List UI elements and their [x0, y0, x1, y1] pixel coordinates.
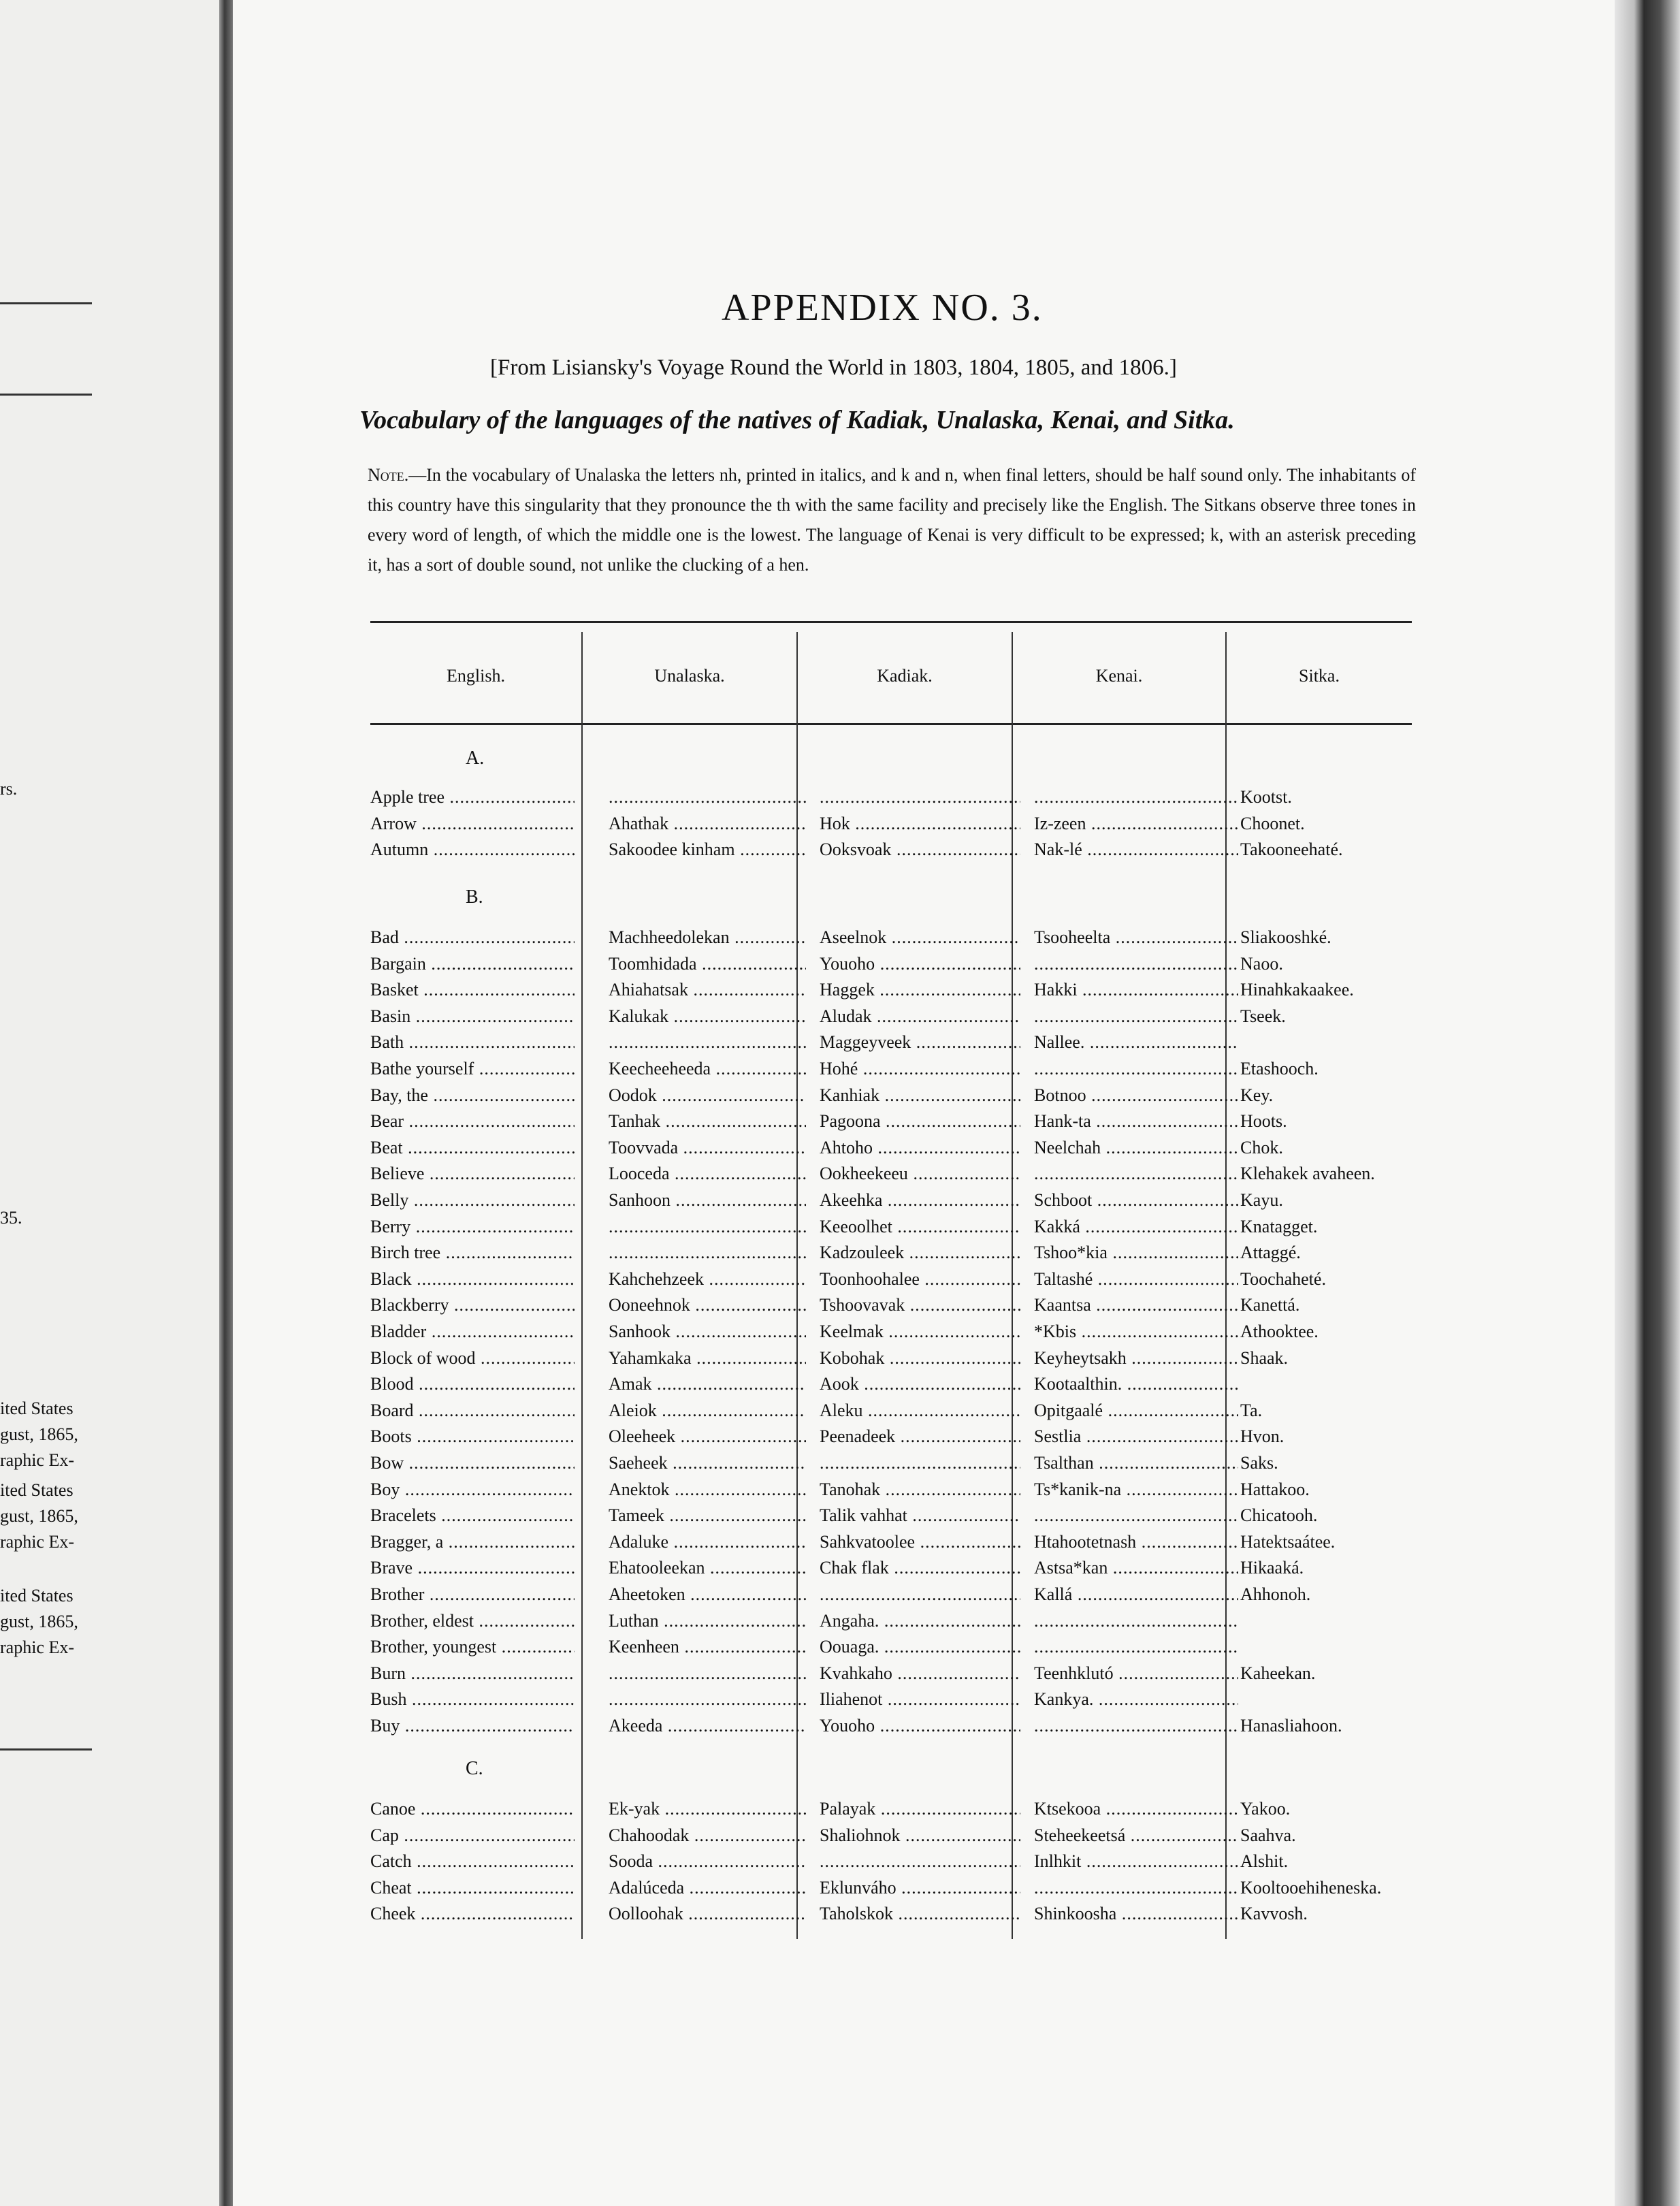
cell-kadiak: Hohé .....	[820, 1056, 1020, 1082]
cell-kenai: Inlhkit .....	[1034, 1849, 1238, 1874]
cell-english: Bad .....	[370, 925, 575, 950]
cell-unalaska: Aheetoken .....	[609, 1582, 806, 1608]
cell-english: Autumn .....	[370, 837, 575, 863]
cell-kadiak: Sahkvatoolee .....	[820, 1529, 1020, 1555]
cell-kenai: Nallee. .....	[1034, 1029, 1238, 1055]
note-paragraph	[368, 460, 1416, 580]
cell-unalaska: Tanhak .....	[609, 1108, 806, 1134]
note-lead: Note.	[368, 465, 409, 485]
cell-sitka: Athooktee.	[1240, 1322, 1319, 1341]
cell-english: Beat .....	[370, 1135, 575, 1161]
table-row	[370, 1108, 1412, 1134]
cell-sitka	[1240, 1608, 1424, 1634]
cell-unalaska: Oleeheek .....	[609, 1424, 806, 1450]
cell-english: Belly .....	[370, 1187, 575, 1213]
cell-kadiak: Eklunváho .....	[820, 1875, 1020, 1901]
cell-unalaska: Ahiahatsak .....	[609, 977, 806, 1003]
cell-kadiak: Keeoolhet .....	[820, 1214, 1020, 1240]
cell-english: Bragger, a .....	[370, 1529, 575, 1555]
cell-unalaska: Keenheen .....	[609, 1634, 806, 1660]
cell-unalaska: Kahchehzeek .....	[609, 1266, 806, 1292]
cell-sitka: Chicatooh.	[1240, 1505, 1318, 1525]
cell-kadiak: Iliahenot .....	[820, 1687, 1020, 1712]
cell-kenai	[1034, 1503, 1238, 1529]
cell-kenai: Htahootetnash .....	[1034, 1529, 1238, 1555]
table-row	[370, 1823, 1412, 1849]
cell-sitka: Hatektsaátee.	[1240, 1532, 1336, 1552]
cell-sitka: Kootst.	[1240, 787, 1292, 807]
cell-unalaska: Keecheeheeda .....	[609, 1056, 806, 1082]
cell-unalaska: Sanhook .....	[609, 1319, 806, 1345]
cell-sitka: Naoo.	[1240, 954, 1283, 974]
cell-kenai	[1034, 1713, 1238, 1739]
table-row	[370, 1608, 1412, 1634]
cell-kadiak: Angaha. .....	[820, 1608, 1020, 1634]
cell-kenai	[1034, 1608, 1238, 1634]
cell-sitka: Alshit.	[1240, 1851, 1289, 1871]
cell-kadiak: Kanhiak .....	[820, 1083, 1020, 1108]
cell-unalaska: Ahathak .....	[609, 811, 806, 837]
cell-kadiak: Aludak .....	[820, 1004, 1020, 1029]
cell-unalaska: Toomhidada .....	[609, 951, 806, 977]
cell-english: Block of wood .....	[370, 1345, 575, 1371]
cell-sitka: Key.	[1240, 1085, 1274, 1105]
cell-english: Cheat .....	[370, 1875, 575, 1901]
cell-kenai: Sestlia .....	[1034, 1424, 1238, 1450]
cell-sitka: Kayu.	[1240, 1190, 1283, 1210]
cell-kenai: Neelchah .....	[1034, 1135, 1238, 1161]
cell-sitka: Saks.	[1240, 1453, 1278, 1473]
cell-unalaska: Anektok .....	[609, 1477, 806, 1503]
left-page-fragment: ited States gust, 1865, raphic Ex-	[0, 1586, 78, 1657]
cell-sitka: Ahhonoh.	[1240, 1584, 1311, 1604]
cell-unalaska	[609, 1029, 806, 1055]
cell-english: Arrow .....	[370, 811, 575, 837]
table-row	[370, 1529, 1412, 1555]
cell-unalaska: Machheedolekan .....	[609, 925, 806, 950]
cell-kadiak: Ookheekeeu .....	[820, 1161, 1020, 1187]
cell-kenai: Ts*kanik-na .....	[1034, 1477, 1238, 1503]
cell-kenai: Nak-lé .....	[1034, 837, 1238, 863]
cell-sitka: Takooneehaté.	[1240, 840, 1343, 859]
cell-unalaska: Tameek .....	[609, 1503, 806, 1529]
cell-unalaska: Aleiok .....	[609, 1398, 806, 1424]
cell-unalaska: Oolloohak .....	[609, 1901, 806, 1927]
cell-kadiak: Haggek .....	[820, 977, 1020, 1003]
cell-english: Buy .....	[370, 1713, 575, 1739]
cell-unalaska: Luthan .....	[609, 1608, 806, 1634]
cell-kenai: Ktsekooa .....	[1034, 1796, 1238, 1822]
table-row	[370, 1555, 1412, 1581]
cell-sitka: Knatagget.	[1240, 1217, 1318, 1236]
cell-sitka: Yakoo.	[1240, 1799, 1291, 1819]
cell-english: Basin .....	[370, 1004, 575, 1029]
cell-kadiak: Kobohak .....	[820, 1345, 1020, 1371]
cell-english: Burn .....	[370, 1661, 575, 1687]
cell-unalaska: Sanhoon .....	[609, 1187, 806, 1213]
cell-kadiak: Akeehka .....	[820, 1187, 1020, 1213]
cell-sitka: Kooltooehiheneska.	[1240, 1878, 1382, 1898]
column-header-sitka: Sitka.	[1299, 666, 1340, 686]
cell-kadiak: Ahtoho .....	[820, 1135, 1020, 1161]
cell-kadiak: Keelmak .....	[820, 1319, 1020, 1345]
cell-sitka: Chok.	[1240, 1138, 1283, 1157]
cell-unalaska: Saeheek .....	[609, 1450, 806, 1476]
table-header-rule	[370, 723, 1412, 725]
cell-kadiak: Tanohak .....	[820, 1477, 1020, 1503]
table-row	[370, 1371, 1412, 1397]
cell-english: Cheek .....	[370, 1901, 575, 1927]
column-header-unalaska: Unalaska.	[654, 666, 725, 686]
cell-english: Apple tree .....	[370, 784, 575, 810]
table-row	[370, 1266, 1412, 1292]
cell-kenai: Keyheytsakh .....	[1034, 1345, 1238, 1371]
book-gutter	[219, 0, 233, 2206]
cell-unalaska: Adalúceda .....	[609, 1875, 806, 1901]
cell-unalaska: Yahamkaka .....	[609, 1345, 806, 1371]
cell-kadiak: Peenadeek .....	[820, 1424, 1020, 1450]
cell-kenai	[1034, 784, 1238, 810]
cell-kenai: Opitgaalé .....	[1034, 1398, 1238, 1424]
table-row	[370, 1398, 1412, 1424]
cell-english: Catch .....	[370, 1849, 575, 1874]
cell-kadiak: Oouaga. .....	[820, 1634, 1020, 1660]
cell-kadiak: Maggeyveek .....	[820, 1029, 1020, 1055]
cell-kenai	[1034, 1056, 1238, 1082]
table-row	[370, 925, 1412, 950]
cell-unalaska: Akeeda .....	[609, 1713, 806, 1739]
cell-unalaska	[609, 1687, 806, 1712]
page-edge	[1615, 0, 1680, 2206]
cell-english: Basket .....	[370, 977, 575, 1003]
cell-kenai: Taltashé .....	[1034, 1266, 1238, 1292]
cell-unalaska: Chahoodak .....	[609, 1823, 806, 1849]
table-row	[370, 1292, 1412, 1318]
cell-english: Berry .....	[370, 1214, 575, 1240]
cell-kenai: Kaantsa .....	[1034, 1292, 1238, 1318]
left-page-rule	[0, 394, 92, 396]
cell-kenai: Tshoo*kia .....	[1034, 1240, 1238, 1266]
table-row	[370, 1161, 1412, 1187]
cell-sitka: Hinahkakaakee.	[1240, 980, 1354, 1000]
cell-kenai: Astsa*kan .....	[1034, 1555, 1238, 1581]
table-row	[370, 1056, 1412, 1082]
left-page-fragment: ited States gust, 1865, raphic Ex-	[0, 1398, 78, 1470]
table-row	[370, 1687, 1412, 1712]
cell-kadiak: Tshoovavak .....	[820, 1292, 1020, 1318]
cell-english: Bracelets .....	[370, 1503, 575, 1529]
cell-english: Bear .....	[370, 1108, 575, 1134]
note-text: —In the vocabulary of Unalaska the letters nh, printed in italics, and k and n, when final letters, should be half sound only. The inhabitants of this country have this singularity that they pronounce the th with the same facility and precisely like the English. The Sitkans observe three tones in every word of length, of which the middle one is the lowest. The language of Kenai is very difficult to be expressed; k, with an asterisk preceding it, has a sort of double sound, not unlike the clucking of a hen.	[368, 465, 1416, 575]
cell-kadiak: Shaliohnok .....	[820, 1823, 1020, 1849]
table-row	[370, 1424, 1412, 1450]
cell-english: Boy .....	[370, 1477, 575, 1503]
table-row	[370, 1477, 1412, 1503]
cell-kadiak: Pagoona .....	[820, 1108, 1020, 1134]
cell-english: Bay, the .....	[370, 1083, 575, 1108]
cell-sitka: Saahva.	[1240, 1825, 1296, 1845]
cell-unalaska: Oodok .....	[609, 1083, 806, 1108]
table-row	[370, 1503, 1412, 1529]
table-row	[370, 1634, 1412, 1660]
cell-kenai: Hank-ta .....	[1034, 1108, 1238, 1134]
cell-english: Bath .....	[370, 1029, 575, 1055]
cell-sitka	[1240, 1371, 1424, 1397]
cell-sitka: Hoots.	[1240, 1111, 1287, 1131]
cell-english: Bargain .....	[370, 951, 575, 977]
table-row	[370, 1004, 1412, 1029]
table-row	[370, 1796, 1412, 1822]
cell-unalaska	[609, 1661, 806, 1687]
cell-kenai	[1034, 1634, 1238, 1660]
cell-unalaska: Amak .....	[609, 1371, 806, 1397]
table-row	[370, 977, 1412, 1003]
section-letter: A.	[466, 748, 485, 769]
cell-kenai: Tsalthan .....	[1034, 1450, 1238, 1476]
table-row	[370, 1187, 1412, 1213]
cell-kenai: Hakki .....	[1034, 977, 1238, 1003]
page-subtitle: [From Lisiansky's Voyage Round the World in 1803, 1804, 1805, and 1806.]	[490, 355, 1177, 380]
cell-unalaska: Ooneehnok .....	[609, 1292, 806, 1318]
cell-english: Blackberry .....	[370, 1292, 575, 1318]
cell-sitka: Kaheekan.	[1240, 1663, 1316, 1683]
cell-kadiak: Youoho .....	[820, 1713, 1020, 1739]
cell-kenai: Schboot .....	[1034, 1187, 1238, 1213]
cell-english: Bow .....	[370, 1450, 575, 1476]
left-page-fragment: ited States gust, 1865, raphic Ex-	[0, 1480, 78, 1552]
cell-kenai: Kootaalthin. .....	[1034, 1371, 1238, 1397]
cell-kenai: Kallá .....	[1034, 1582, 1238, 1608]
cell-sitka: Kavvosh.	[1240, 1904, 1308, 1923]
cell-kadiak	[820, 1849, 1020, 1874]
cell-sitka: Hikaaká.	[1240, 1558, 1304, 1578]
cell-unalaska: Kalukak .....	[609, 1004, 806, 1029]
cell-kenai: Iz-zeen .....	[1034, 811, 1238, 837]
vocabulary-table	[370, 621, 1412, 1949]
cell-kadiak: Palayak .....	[820, 1796, 1020, 1822]
cell-english: Believe .....	[370, 1161, 575, 1187]
cell-english: Brother, eldest .....	[370, 1608, 575, 1634]
cell-english: Boots .....	[370, 1424, 575, 1450]
cell-sitka: Ta.	[1240, 1401, 1263, 1420]
table-row	[370, 1661, 1412, 1687]
cell-sitka: Choonet.	[1240, 814, 1305, 833]
cell-english: Bladder .....	[370, 1319, 575, 1345]
cell-english: Birch tree .....	[370, 1240, 575, 1266]
cell-kadiak: Aleku .....	[820, 1398, 1020, 1424]
cell-unalaska	[609, 1240, 806, 1266]
cell-kadiak: Talik vahhat .....	[820, 1503, 1020, 1529]
cell-kadiak	[820, 1450, 1020, 1476]
cell-sitka: Shaak.	[1240, 1348, 1289, 1368]
left-page-rule	[0, 1748, 92, 1751]
cell-sitka: Kanettá.	[1240, 1295, 1300, 1315]
cell-sitka: Hanasliahoon.	[1240, 1716, 1342, 1736]
table-row	[370, 1083, 1412, 1108]
cell-english: Board .....	[370, 1398, 575, 1424]
cell-sitka: Attaggé.	[1240, 1243, 1301, 1262]
table-row	[370, 1713, 1412, 1739]
cell-kenai: Steheekeetsá .....	[1034, 1823, 1238, 1849]
table-row	[370, 1849, 1412, 1874]
cell-sitka: Sliakooshké.	[1240, 927, 1331, 947]
left-page-fragment: rs.	[0, 779, 18, 799]
left-page-fragment: 35.	[0, 1208, 22, 1228]
cell-kadiak: Ooksvoak .....	[820, 837, 1020, 863]
table-row	[370, 1875, 1412, 1901]
cell-kenai: *Kbis .....	[1034, 1319, 1238, 1345]
cell-kenai: Botnoo .....	[1034, 1083, 1238, 1108]
cell-unalaska: Looceda .....	[609, 1161, 806, 1187]
cell-kadiak: Kvahkaho .....	[820, 1661, 1020, 1687]
column-header-english: English.	[447, 666, 505, 686]
cell-english: Black .....	[370, 1266, 575, 1292]
cell-sitka: Toochaheté.	[1240, 1269, 1326, 1289]
cell-sitka	[1240, 1029, 1424, 1055]
table-row	[370, 951, 1412, 977]
table-row	[370, 811, 1412, 837]
table-row	[370, 1240, 1412, 1266]
cell-unalaska	[609, 1214, 806, 1240]
cell-kadiak: Aook .....	[820, 1371, 1020, 1397]
table-row	[370, 1582, 1412, 1608]
cell-kadiak: Kadzouleek .....	[820, 1240, 1020, 1266]
section-letter: B.	[466, 886, 483, 908]
table-row	[370, 837, 1412, 863]
vocabulary-heading: Vocabulary of the languages of the natives of Kadiak, Unalaska, Kenai, and Sitka.	[359, 406, 1235, 434]
page-title: APPENDIX NO. 3.	[722, 287, 1043, 329]
cell-unalaska: Sooda .....	[609, 1849, 806, 1874]
left-page-margin	[0, 0, 219, 2206]
cell-unalaska	[609, 784, 806, 810]
cell-kadiak: Toonhoohalee .....	[820, 1266, 1020, 1292]
cell-kadiak: Aseelnok .....	[820, 925, 1020, 950]
cell-kenai: Kankya. .....	[1034, 1687, 1238, 1712]
cell-english: Bathe yourself .....	[370, 1056, 575, 1082]
cell-english: Bush .....	[370, 1687, 575, 1712]
table-row	[370, 784, 1412, 810]
table-row	[370, 1319, 1412, 1345]
table-row	[370, 1450, 1412, 1476]
cell-kenai: Teenhklutó .....	[1034, 1661, 1238, 1687]
cell-sitka: Klehakek avaheen.	[1240, 1164, 1375, 1183]
left-page-rule	[0, 302, 92, 304]
cell-sitka: Hvon.	[1240, 1426, 1285, 1446]
cell-kadiak	[820, 784, 1020, 810]
table-row	[370, 1135, 1412, 1161]
cell-kenai	[1034, 1161, 1238, 1187]
table-row	[370, 1901, 1412, 1927]
cell-kenai	[1034, 951, 1238, 977]
cell-unalaska: Ehatooleekan .....	[609, 1555, 806, 1581]
cell-sitka: Hattakoo.	[1240, 1480, 1310, 1499]
cell-sitka: Tseek.	[1240, 1006, 1286, 1026]
cell-kenai	[1034, 1875, 1238, 1901]
table-row	[370, 1345, 1412, 1371]
cell-kenai: Tsooheelta .....	[1034, 925, 1238, 950]
cell-kadiak: Hok .....	[820, 811, 1020, 837]
cell-kadiak: Youoho .....	[820, 951, 1020, 977]
cell-english: Blood .....	[370, 1371, 575, 1397]
cell-english: Cap .....	[370, 1823, 575, 1849]
cell-english: Brave .....	[370, 1555, 575, 1581]
cell-sitka	[1240, 1634, 1424, 1660]
cell-english: Brother, youngest .....	[370, 1634, 575, 1660]
cell-unalaska: Adaluke .....	[609, 1529, 806, 1555]
cell-english: Brother .....	[370, 1582, 575, 1608]
cell-unalaska: Sakoodee kinham .....	[609, 837, 806, 863]
cell-kenai	[1034, 1004, 1238, 1029]
cell-unalaska: Toovvada .....	[609, 1135, 806, 1161]
cell-kadiak: Taholskok .....	[820, 1901, 1020, 1927]
cell-kadiak: Chak flak .....	[820, 1555, 1020, 1581]
cell-kenai: Shinkoosha .....	[1034, 1901, 1238, 1927]
cell-english: Canoe .....	[370, 1796, 575, 1822]
table-top-rule	[370, 621, 1412, 623]
column-header-kadiak: Kadiak.	[877, 666, 933, 686]
cell-sitka	[1240, 1687, 1424, 1712]
cell-unalaska: Ek-yak .....	[609, 1796, 806, 1822]
cell-kenai: Kakká .....	[1034, 1214, 1238, 1240]
cell-sitka: Etashooch.	[1240, 1059, 1319, 1078]
section-letter: C.	[466, 1758, 483, 1779]
table-row	[370, 1214, 1412, 1240]
column-header-kenai: Kenai.	[1095, 666, 1143, 686]
cell-kadiak	[820, 1582, 1020, 1608]
table-row	[370, 1029, 1412, 1055]
